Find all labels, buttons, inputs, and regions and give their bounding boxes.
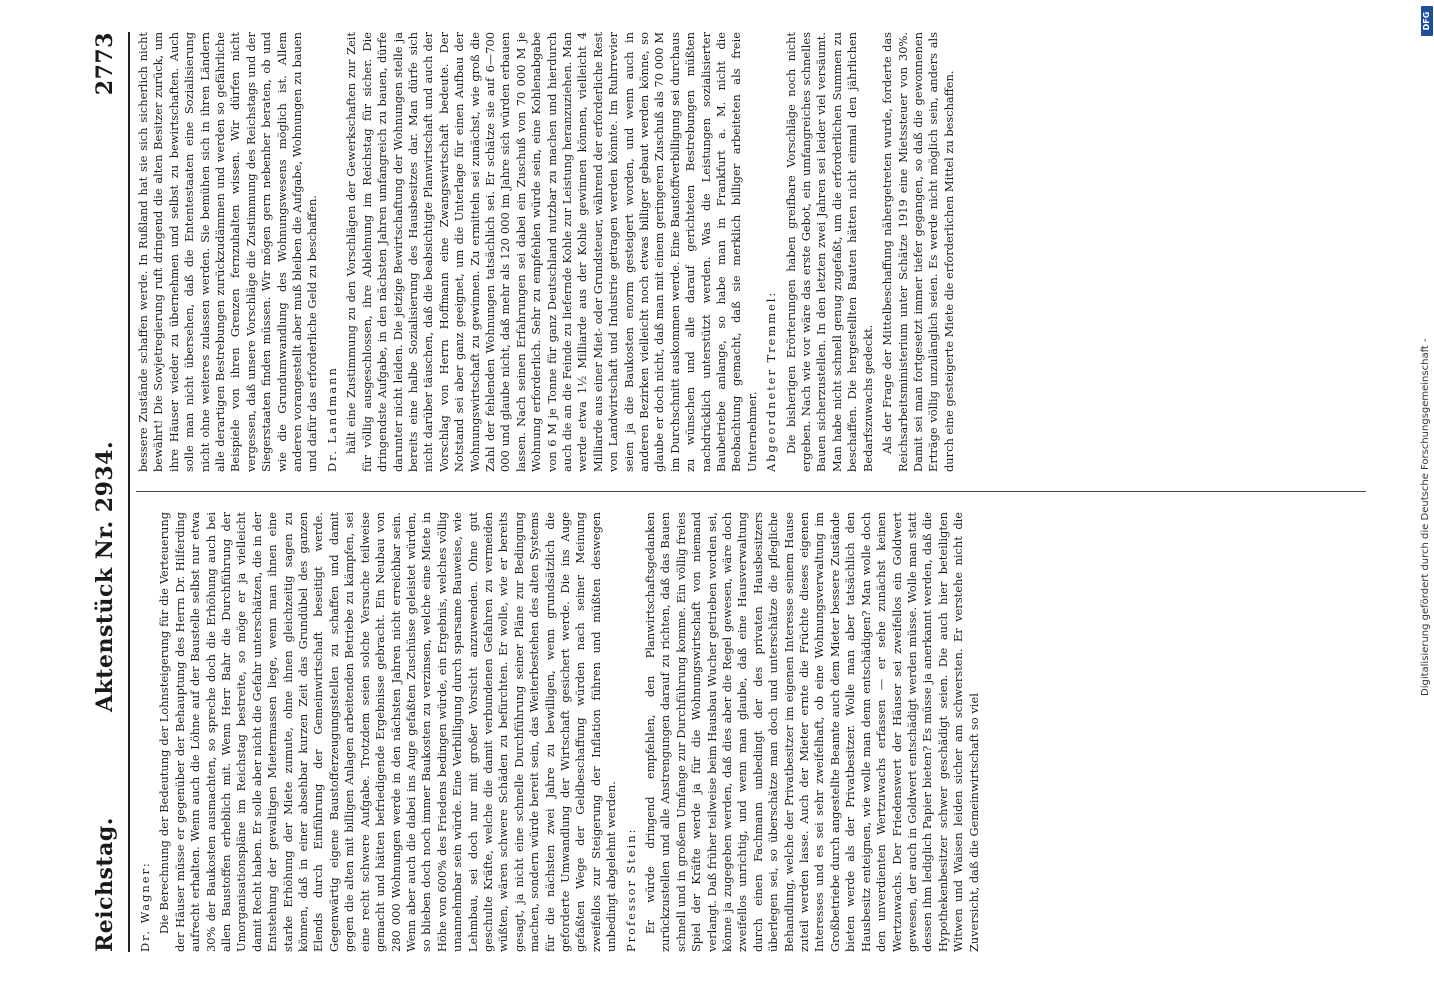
header-title: Aktenstück Nr. 2934. [92,440,118,712]
paragraph: Die Berechnung der Bedeutung der Lohnsteigerung für die Verteuerung der Häuser müsse er gegenüber der Behauptung des Herrn Dr. Hilferding aufrecht erhalten. Wenn auch die Löhne auf der Baustelle selbst nur etwa 30% der Baukosten ausmachten, so spreche doch die Erhöhung auch bei allen Baustoffen erheblich mit. Wenn Herr Bahr die Durchführung der Umorganisationspläne im Reichstag bestreite, so möge er ja vielleicht damit Recht haben. Er solle aber nicht die Gefahr unterschätzen, die in der Entstehung der gewaltigen Mietermassen liege, wenn man ihnen eine starke Erhöhung der Miete zumute, ohne ihnen gleichzeitig sagen zu können, daß in einer absehbar kurzen Zeit das Grundübel des ganzen Elends durch Einführung der Gemeinwirtschaft beseitigt werde. Gegenwärtig eigene Baustofferzeugungsstellen zu schaffen und damit gegen die alten mit billigen Anlagen arbeitenden Betriebe zu kämpfen, sei eine recht schwere Aufgabe. Trotzdem seien solche Versuche teilweise gemacht und hätten befriedigende Ergebnisse gebracht. Ein Neubau von 280 000 Wohnungen werde in den nächsten Jahren nicht erreichbar sein. Wenn aber auch die dabei ins Auge gefaßten Zuschüsse geleistet würden, so blieben doch noch immer Baukosten zu verzinsen, welche eine Miete in Höhe von 600% des Friedens bedingen würde, ein Ergebnis, welches völlig unannehmbar sein würde. Eine Verbilligung durch sparsame Bauweise, wie Lehmbau, sei doch nur mit großer Vorsicht anzuwenden. Ohne gut geschulte Kräfte, welche die damit verbundenen Gefahren zu vermeiden wüßten, wären schwere Schäden zu befürchten. Er wolle, wie er bereits gesagt, ja nicht eine schnelle Durchführung seiner Pläne zur Bedingung machen, sondern würde bereit sein, das Weiterbestehen des alten Systems für die nächsten zwei Jahre zu bewilligen, wenn grundsätzlich die geforderte Umwandlung der Wirtschaft gesichert werde. Die ins Auge gefaßten Wege der Geldbeschaffung würden nach seiner Meinung zweifellos zur Steigerung der Inflation führen und müßten deswegen unbedingt abgelehnt werden. [157,512,619,952]
header-rule [128,32,130,952]
digitization-note [1418,6,1434,696]
paragraph: Er würde dringend empfehlen, den Planwirtschaftsgedanken zurückzustellen und alle Anstrengungen darauf zu richten, daß das Bauen schnell und in großem Umfange zur Durchführung komme. Ein völlig freies Spiel der Kräfte werde ja für die Wohnungswirtschaft von niemand verlangt. Daß früher teilweise beim Hausbau Wucher getrieben worden sei, könne ja zugegeben werden, daß dies aber die Regel gewesen, wäre doch zweifellos unrichtig, und wenn man glaube, daß eine Hausverwaltung durch einen Fachmann unbedingt der des privaten Hausbesitzers überlegen sei, so überschätze man doch und unterschätze die pflegliche Behandlung, welche der Privatbesitzer im eigenen Interesse seinem Hause zuteil werden lasse. Auch der Mieter ernte die Früchte dieses eigenen Interesses und es sei sehr zweifelhaft, ob eine Wohnungsverwaltung im Großbetriebe durch angestellte Beamte auch dem Mieter bessere Zustände bieten werde als der Privatbesitzer. Wolle man aber tatsächlich den Hausbesitz enteignen, wie wolle man denn entschädigen? Man wolle doch den unverdienten Wertzuwachs erfassen — er sehe zunächst keinen Wertzuwachs. Der Friedenswert der Häuser sei zweifellos ein Goldwert gewesen, der auch in Goldwert entschädigt werden müsse. Wolle man statt dessen ihm lediglich Papier bieten? Es müsse ja anerkannt werden, daß die Hypothekenbesitzer schwer geschädigt seien. Die auch hier beteiligten Witwen und Waisen leiden sicher am schwersten. Er verstehe nicht die Zuversicht, daß die Gemeinwirtschaft so viel [643,512,981,952]
paragraph: Als der Frage der Mittelbeschaffung nähergetreten wurde, forderte das Reichsarbeitsministerium unter Schätze 1919 eine Mietssteuer von 30%. Damit sei man fortgesetzt immer tiefer gegangen, so daß die gewonnenen Erträge völlig unzulänglich seien. Es werde nicht möglich sein, anders als durch eine gesteigerte Miete die erforderlichen Mittel zu beschaffen. [880,32,956,472]
speaker-heading: Dr. Landmann [324,366,339,472]
header-left: Reichstag. [92,817,118,952]
digitization-text: Digitalisierung gefördert durch die Deutsche Forschungsgemeinschaft - [1420,338,1431,696]
rotated-page [92,32,1372,952]
page-number: 2773 [92,32,118,96]
speaker-heading: Dr. Wagner: [138,861,152,952]
page-header [92,32,128,952]
paragraph: bessere Zustände schaffen werde. In Rußland hat sie sich sicherlich nicht bewährt! Die Sowjetregierung ruft dringend die alten Besitzer zurück, um ihre Häuser wieder zu übernehmen und selbst zu bewirtschaften. Auch solle man nicht übersehen, daß die Ententestaaten eine Sozialisierung nicht ohne weiteres zulassen werden. Sie bemühen sich in ihren Ländern alle derartigen Bestrebungen zurückzudämmen und werden so gefährliche Beispiele von ihren Grenzen fernzuhalten wissen. Wir dürfen nicht vergessen, daß unsere Vorschläge die Zustimmung des Reichstags und der Siegerstaaten finden müssen. Wir mögen gern nebenher beraten, ob und wie die Grundumwandlung des Wohnungswesens möglich ist. Allem anderen vorangestellt aber muß bleiben die Aufgabe, Wohnungen zu bauen und dafür das erforderliche Geld zu beschaffen. [136,32,320,472]
column-divider [136,491,1366,492]
dfg-badge-text: DFG [1422,11,1431,31]
speaker-heading: Professor Stein: [623,827,638,952]
column-right [136,32,1372,472]
speaker-heading: Abgeordneter Tremmel: [764,290,779,472]
paragraph: hält eine Zustimmung zu den Vorschlägen der Gewerkschaften zur Zeit für völlig ausgeschlossen, ihre Ablehnung im Reichstag für sicher. Die dringendste Aufgabe, in den nächsten Jahren umfangreich zu bauen, dürfe darunter nicht leiden. Die jetzige Bewirtschaftung der Wohnungen stelle ja bereits eine halbe Sozialisierung des Hausbesitzes dar. Man dürfe sich nicht darüber täuschen, daß die beabsichtigte Planwirtschaft und auch der Vorschlag von Herrn Hoffmann eine Zwangswirtschaft bedeute. Der Notstand sei aber ganz geeignet, um die Unterlage für einen Aufbau der Wohnungswirtschaft zu gewinnen. Zu ermitteln sei zunächst, wie groß die Zahl der fehlenden Wohnungen tatsächlich sei. Er schätze sie auf 6—700 000 und glaube nicht, daß mehr als 120 000 im Jahre sich würden erbauen lassen. Nach seinen Erfahrungen sei dabei ein Zuschuß von 70 000 M je Wohnung erforderlich. Sehr zu empfehlen würde sein, eine Kohlenabgabe von 6 M je Tonne für ganz Deutschland nutzbar zu machen und hierdurch auch die an die Feinde zu liefernde Kohle zur Leistung heranzuziehen. Man werde etwa 1½ Milliarde aus der Kohle gewinnen können, vielleicht 4 Milliarde aus einer Miet- oder Grundsteuer, während der erforderliche Rest von Landwirtschaft und Industrie getragen werden könnte. Im Ruhrrevier seien ja die Baukosten enorm gesteigert worden, und wenn auch in anderen Bezirken vielleicht noch etwas billiger gebaut werden könne, so glaube er doch nicht, daß man mit einem geringeren Zuschuß als 70 000 M im Durchschnitt auskommen werde. Eine Baustoffverbilligung sei durchaus zu wünschen und alle darauf gerichteten Bestrebungen müßten nachdrücklich unterstützt werden. Was die Leistungen sozialisierter Baubetriebe anlange, so habe man in Frankfurt a. M. nicht die Beobachtung gemacht, daß sie merklich billiger arbeiteten als freie Unternehmer. [344,32,759,472]
dfg-logo [1421,6,1433,36]
paragraph: Die bisherigen Erörterungen haben greifbare Vorschläge noch nicht ergeben. Nach wie vor wäre das erste Gebot, ein umfangreiches schnelles Bauen sicherzustellen. In den letzten zwei Jahren sei leider viel versäumt. Man habe nicht schnell genug zugefaßt, um die erforderlichen Summen zu beschaffen. Die hergestellten Bauten hätten nicht einmal den jährlichen Bedarfszuwachs gedeckt. [783,32,875,472]
column-left [136,512,1372,952]
